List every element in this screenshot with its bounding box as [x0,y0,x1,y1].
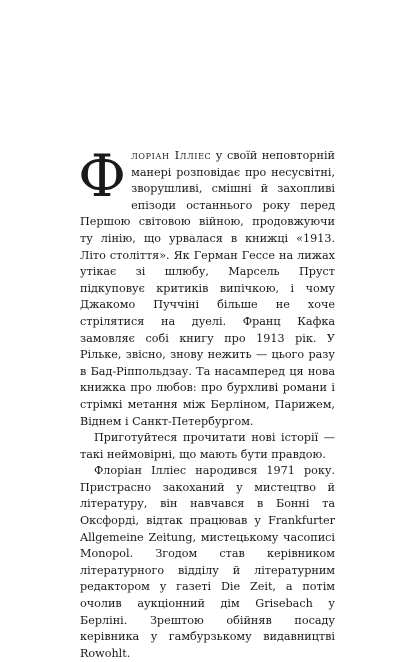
drop-cap-letter: Ф [78,142,127,210]
invitation-paragraph: Приготуйтеся прочитати нові історії — такі неймовірні, що мають бути правдою. [80,431,335,461]
intro-paragraph [78,142,335,430]
intro-text: у своїй неповторній манері розповідає про несусвітні, зворушливі, смішні й захопливі епізоди останнього року перед Першою світовою війною, продовжуючи ту лінію, що урвалася в книжці «1913. Літо століття». Як Герман Гессе на лижах утікає зі шлюбу, Марсель Пруст підкуповує критиків випічкою, і чому Джакомо Пуччіні більше не хоче стрілятися на дуелі. Франц Кафка замовляє собі книгу про 1913 рік. У Рільке, звісно, знову нежить — цього разу в Бад-Ріппольдзау. Та насамперед ця нова книжка про любов: про бурхливі романи і стрімкі метання між Берліном, Парижем, Віднем і Санкт-Петербургом. [80,149,335,428]
book-blurb [78,142,335,662]
author-bio-paragraph: Флоріан Ілліес народився 1971 року. Пристрасно закоханий у мистецтво й літературу, він навчався в Бонні та Оксфорді, відтак працював у Frankfurter Allgemeine Zeitung, мистецькому часописі Monopol. Згодом став керівником літературного відділу й літературним редактором у газеті Die Zeit, а потім очолив аукціонний дім Grisebach у Берліні. Зрештою обійняв посаду керівника у гамбурзькому видавництві Rowohlt. [80,464,335,660]
author-name: лоріан Ілліес [131,149,212,162]
